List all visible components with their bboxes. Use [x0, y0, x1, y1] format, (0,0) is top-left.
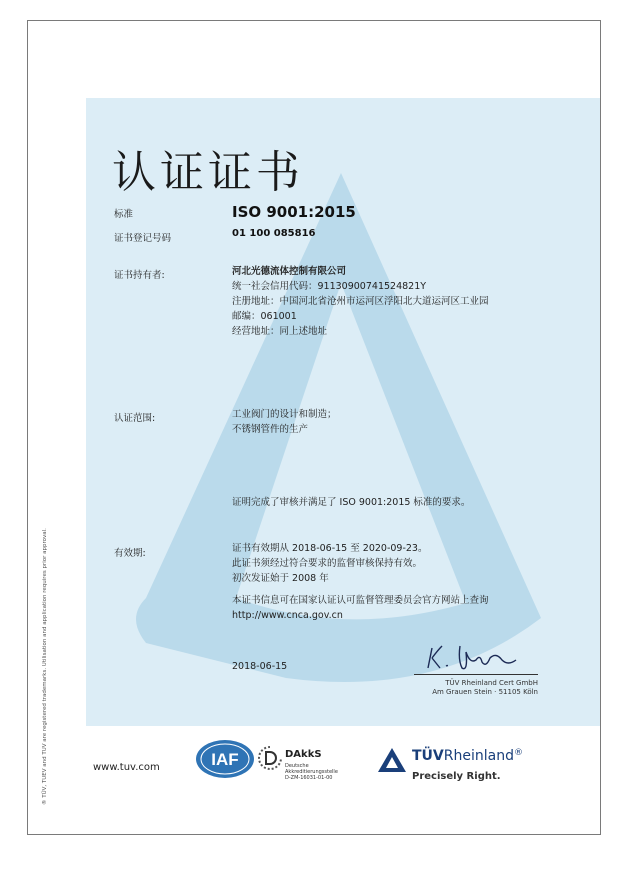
info-url: http://www.cnca.gov.cn: [232, 610, 343, 621]
issuer-block: [398, 679, 538, 697]
info-block: [232, 593, 489, 623]
statement: 证明完成了审核并满足了 ISO 9001:2015 标准的要求。: [232, 497, 471, 508]
iaf-globe-icon: [194, 738, 256, 780]
holder-credit-code: 统一社会信用代码：91130900741524821Y: [232, 281, 427, 292]
scope-label: 认证范围:: [114, 413, 156, 424]
info-line: 本证书信息可在国家认证认可监督管理委员会官方网站上查询: [232, 595, 489, 606]
trademark-note: ® TÜV, TUEV and TUV are registered trademarks. Utilisation and application requires prior approval.: [42, 528, 48, 805]
holder-block: [232, 264, 489, 339]
tuv-triangle-icon: [376, 746, 408, 774]
dakks-subtext: [285, 763, 338, 781]
validity-line-1: 证书有效期从 2018-06-15 至 2020-09-23。: [232, 543, 428, 554]
validity-label: 有效期:: [114, 548, 146, 559]
validity-block: [232, 541, 427, 586]
standard-label: 标准: [114, 209, 134, 220]
dakks-sub-3: D-ZM-16031-01-00: [285, 775, 333, 781]
tuv-brand-rest: Rheinland: [443, 748, 514, 764]
standard-value: ISO 9001:2015: [232, 203, 356, 221]
signature: [420, 638, 530, 674]
tuv-registered-mark: ®: [513, 748, 523, 758]
dakks-logo: [257, 743, 353, 787]
holder-operating-address: 经营地址：同上述地址: [232, 326, 328, 337]
iaf-text: IAF: [211, 750, 239, 769]
holder-postcode: 邮编：061001: [232, 311, 297, 322]
holder-address: 注册地址：中国河北省沧州市运河区浮阳北大道运河区工业园: [232, 296, 489, 307]
holder-label: 证书持有者:: [114, 270, 165, 281]
iaf-logo: [194, 738, 256, 780]
dakks-sub-2: Akkreditierungsstelle: [285, 769, 338, 775]
cert-number-value: 01 100 085816: [232, 228, 316, 239]
issuer-name: TÜV Rheinland Cert GmbH: [445, 679, 538, 687]
issuer-address: Am Grauen Stein · 51105 Köln: [432, 688, 538, 696]
tuv-rheinland-logo: [376, 744, 546, 790]
holder-company: 河北光德流体控制有限公司: [232, 266, 347, 277]
tuv-brand-bold: TÜV: [412, 748, 444, 764]
dakks-sub-1: Deutsche: [285, 763, 309, 769]
tuv-brand: [412, 748, 523, 764]
tuv-website-link[interactable]: www.tuv.com: [93, 762, 160, 773]
validity-line-3: 初次发证始于 2008 年: [232, 573, 329, 584]
tuv-slogan: Precisely Right.: [412, 771, 501, 782]
dakks-title: DAkkS: [285, 749, 322, 760]
scope-line-2: 不锈钢管件的生产: [232, 424, 309, 435]
validity-line-2: 此证书须经过符合要求的监督审核保持有效。: [232, 558, 423, 569]
scope-line-1: 工业阀门的设计和制造；: [232, 409, 337, 420]
signature-line: [414, 674, 538, 675]
cert-number-label: 证书登记号码: [114, 233, 172, 244]
dakks-mark-icon: [257, 745, 283, 771]
issue-date: 2018-06-15: [232, 661, 288, 672]
certificate-title: 认证证书: [112, 147, 304, 198]
scope-block: [232, 407, 337, 437]
